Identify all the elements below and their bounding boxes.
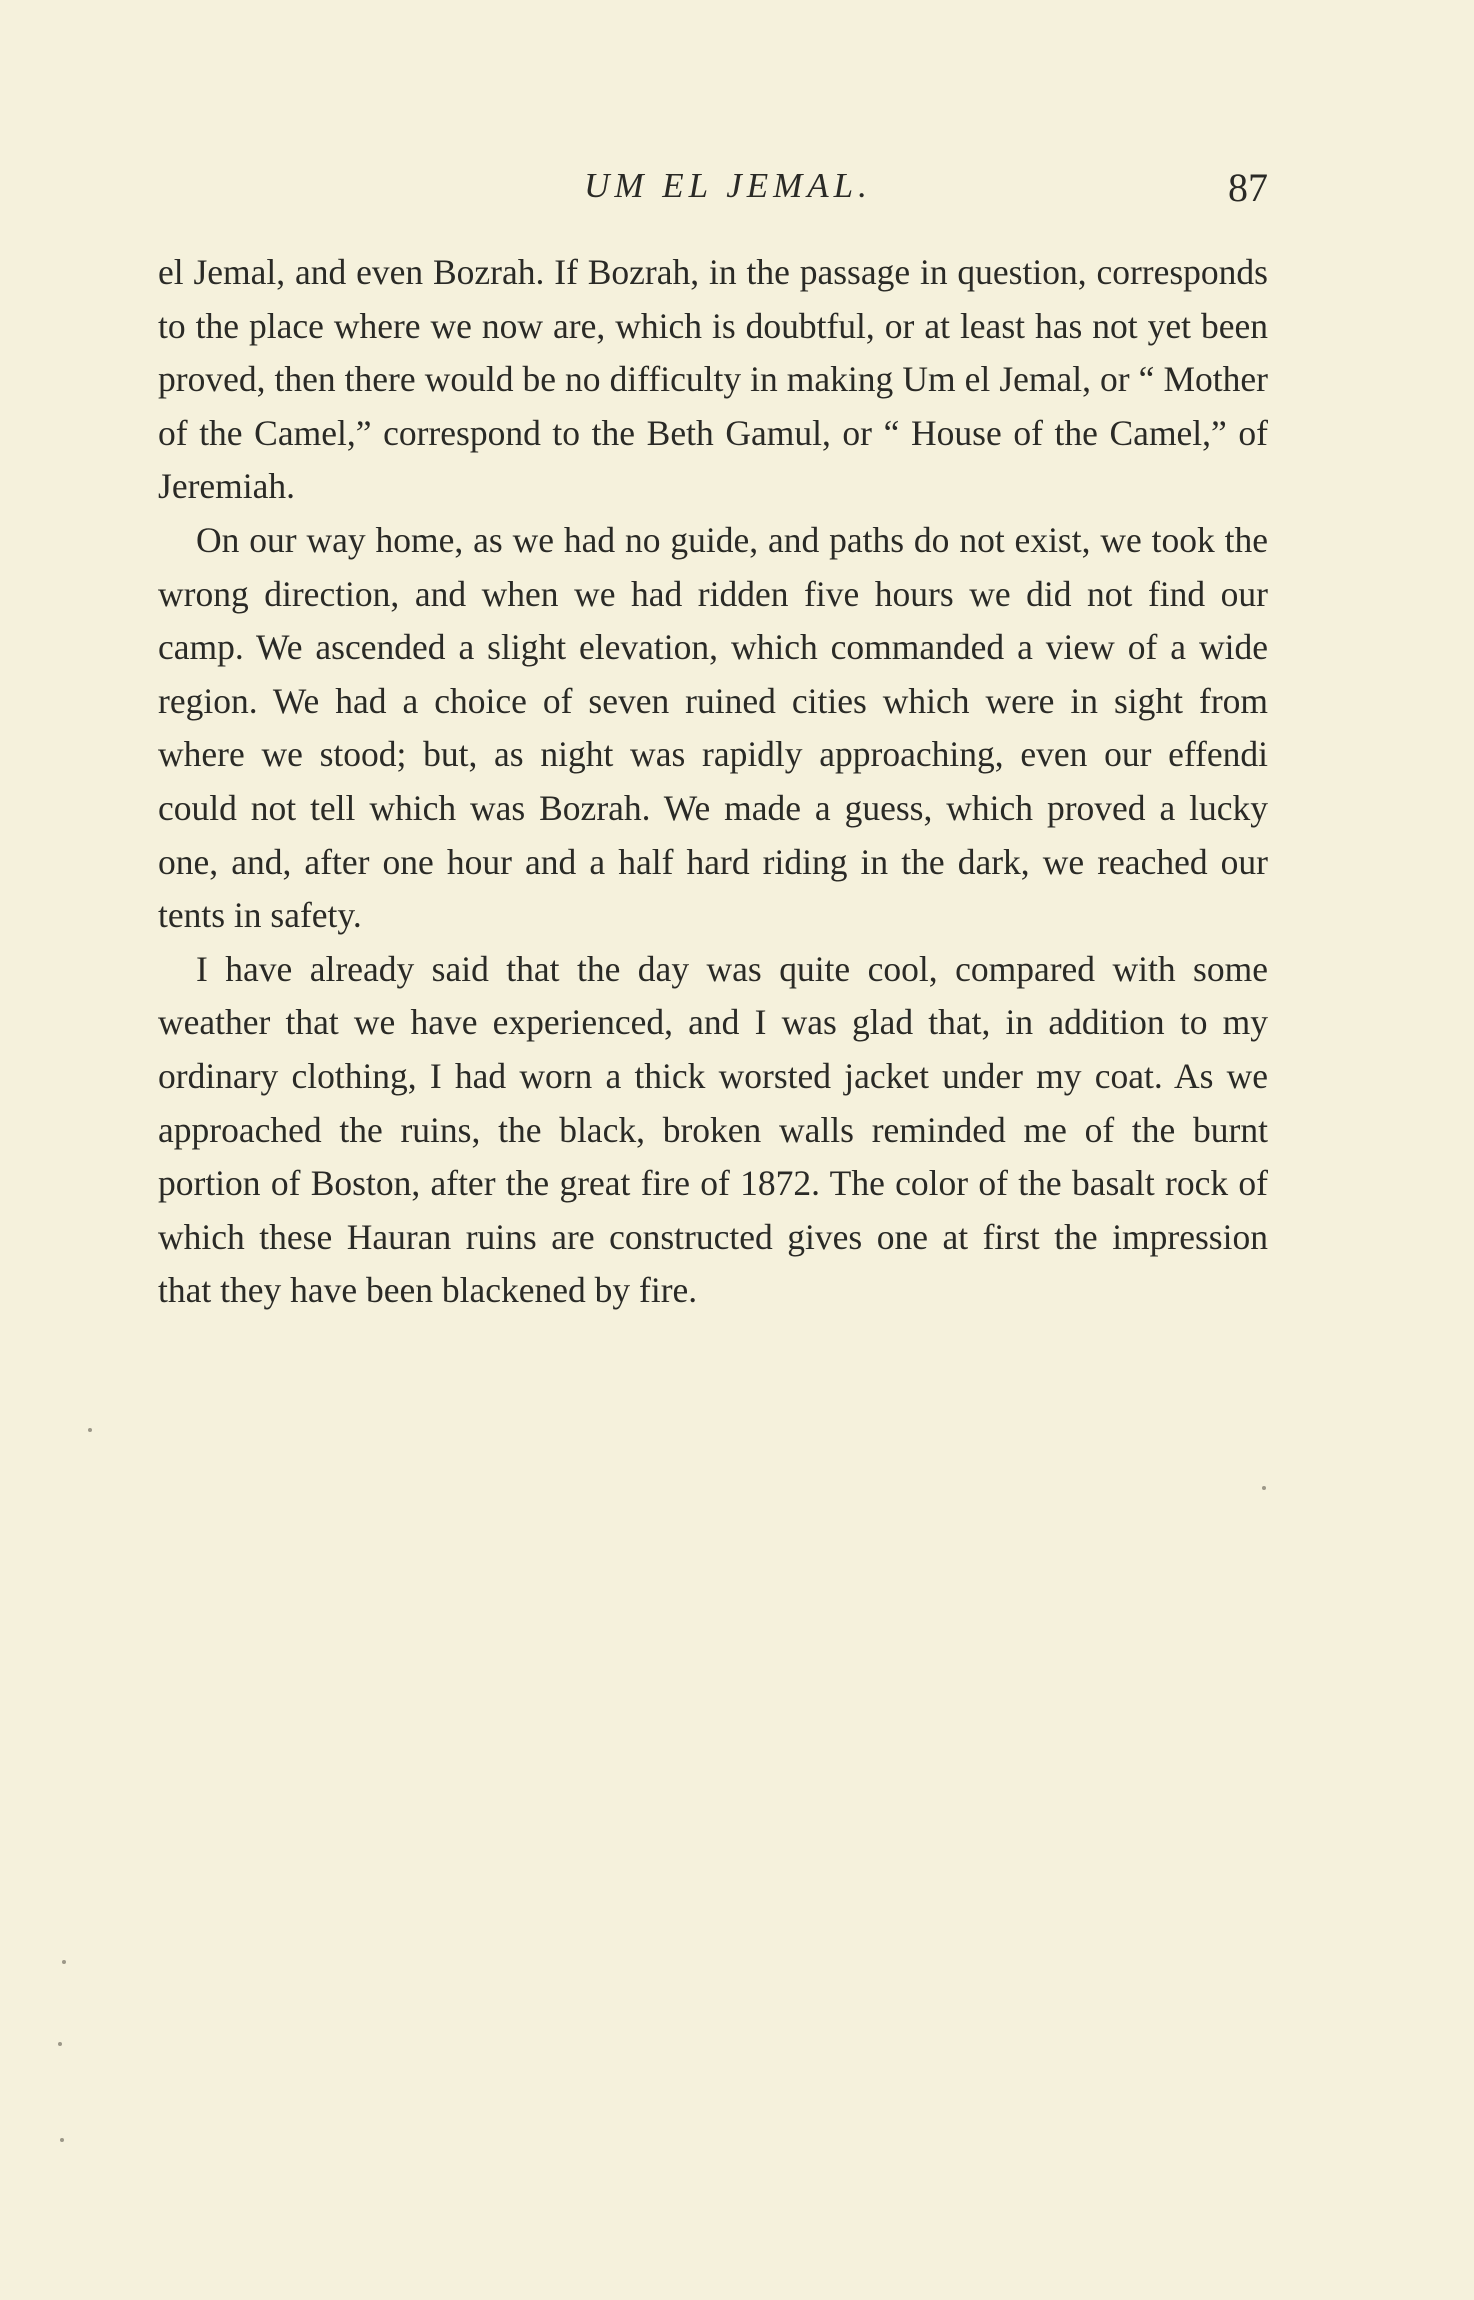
body-text: [158, 246, 1268, 1318]
paragraph-3: I have already said that the day was quite cool, compared with some weather that we have experienced, and I was glad that, in addition to my ordinary clothing, I had worn a thick worsted jacket under my coat. As we approached the ruins, the black, broken walls reminded me of the burnt portion of Boston, after the great fire of 1872. The color of the basalt rock of which these Hauran ruins are constructed gives one at first the impression that they have been blackened by fire.: [158, 948, 1268, 1311]
paragraph-2: On our way home, as we had no guide, and paths do not exist, we took the wrong direction, and when we had ridden five hours we did not find our camp. We ascended a slight elevation, which commanded a view of a wide region. We had a choice of seven ruined cities which were in sight from where we stood; but, as night was rapidly approaching, even our effendi could not tell which was Bozrah. We made a guess, which proved a lucky one, and, after one hour and a half hard riding in the dark, we reached our tents in safety.: [158, 519, 1268, 936]
paper-speck: [58, 2042, 62, 2046]
paper-speck: [60, 2138, 64, 2142]
paper-speck: [88, 1428, 92, 1432]
paper-speck: [62, 1960, 66, 1964]
paragraph-1: el Jemal, and even Bozrah. If Bozrah, in the passage in question, corresponds to the place where we now are, which is doubtful, or at least has not yet been proved, then there would be no difficulty in making Um el Jemal, or “ Mother of the Camel,” correspond to the Beth Gamul, or “ House of the Camel,” of Jeremiah.: [158, 252, 1268, 507]
running-head: [158, 158, 1268, 218]
page-number: 87: [1228, 165, 1268, 210]
running-title: UM EL JEMAL.: [584, 166, 872, 205]
paper-speck: [1262, 1486, 1266, 1490]
